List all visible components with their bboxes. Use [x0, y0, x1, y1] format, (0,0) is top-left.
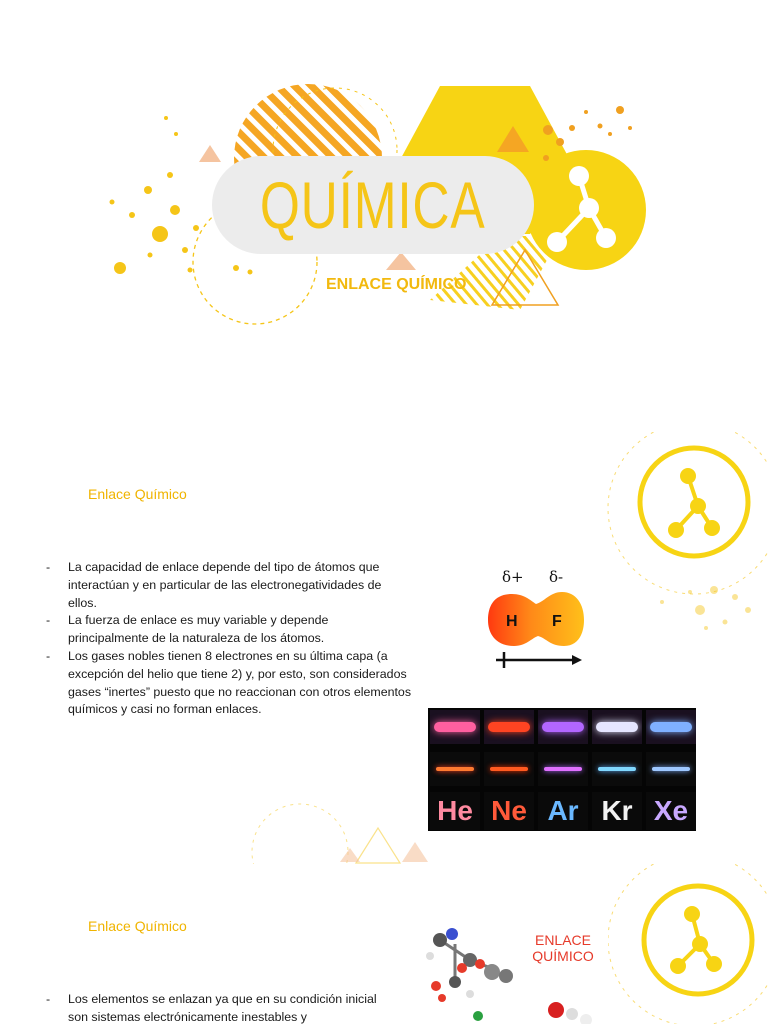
noble-gases-image — [428, 708, 696, 831]
molecule-icon — [640, 448, 748, 556]
atom-h-label: H — [506, 613, 518, 630]
bullet-list — [46, 559, 412, 719]
gas-line — [592, 752, 642, 786]
section-title: Enlace Químico — [88, 486, 187, 502]
gas-symbol-ne: Ne — [484, 792, 534, 830]
molecule-image-label: ENLACE QUÍMICO — [518, 932, 608, 964]
gas-line — [646, 752, 696, 786]
gas-symbol-ar: Ar — [538, 792, 588, 830]
content-slide-1 — [0, 432, 768, 864]
gas-tube — [484, 710, 534, 744]
molecule-icon — [644, 886, 752, 994]
gas-tube — [592, 710, 642, 744]
gas-symbol-kr: Kr — [592, 792, 642, 830]
atom-f-label: F — [552, 613, 562, 630]
gas-symbol-xe: Xe — [646, 792, 696, 830]
section-title: Enlace Químico — [88, 918, 187, 934]
hf-dipole-diagram — [476, 564, 596, 674]
delta-minus-label: δ- — [549, 568, 564, 586]
molecule-icon — [526, 150, 646, 270]
title-slide — [0, 0, 768, 390]
bullet-item: - Los gases nobles tienen 8 electrones en su última capa (a excepción del helio que tiene 2) y, por esto, son considerados gases “inertes” puesto que no reaccionan con otros elementos químicos y casi no forman enlaces. — [46, 648, 412, 719]
gas-line — [484, 752, 534, 786]
title-pill — [212, 156, 534, 254]
bullet-item: - La capacidad de enlace depende del tipo de átomos que interactúan y en particular de las electronegatividades de ellos. — [46, 559, 412, 612]
gas-symbol-he: He — [430, 792, 480, 830]
bullet-item: - Los elementos se enlazan ya que en su condición inicial son sistemas electrónicamente inestables y — [46, 991, 386, 1024]
content-slide-2 — [0, 864, 768, 1024]
arrow-head-icon — [572, 655, 582, 665]
gas-tube — [646, 710, 696, 744]
slide-title: QUÍMICA — [260, 168, 486, 242]
bullet-list — [46, 991, 386, 1024]
gas-line — [538, 752, 588, 786]
gas-tube — [430, 710, 480, 744]
bullet-item: - La fuerza de enlace es muy variable y depende principalmente de la naturaleza de los átomos. — [46, 612, 412, 648]
slide-subtitle: ENLACE QUÍMICO — [326, 276, 467, 293]
gas-line — [430, 752, 480, 786]
gas-tube — [538, 710, 588, 744]
delta-plus-label: δ+ — [502, 568, 524, 586]
